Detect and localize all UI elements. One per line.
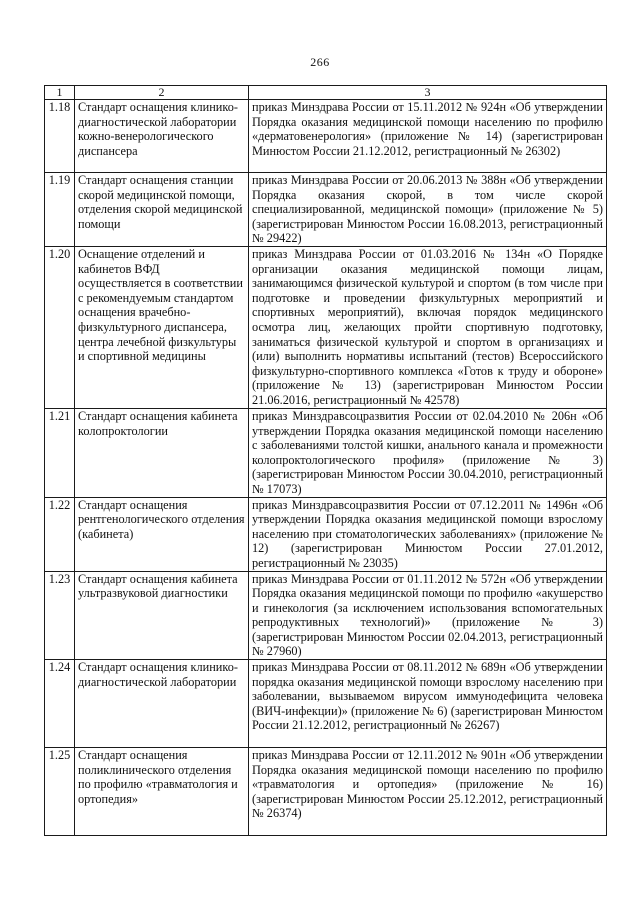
row-number: 1.19	[45, 173, 75, 247]
table-row	[45, 100, 607, 173]
order-reference: приказ Минздрава России от 12.11.2012 № 901н «Об утверждении Порядка оказания медицинской помощи населению по профилю «травматология и ортопедия» (приложение № 16) (зарегистрирован Минюстом России 25.12.2012, регистрационный № 26374)	[249, 748, 607, 836]
standard-name: Стандарт оснащения клинико-диагностической лаборатории	[75, 660, 249, 748]
row-number: 1.20	[45, 246, 75, 408]
table-row	[45, 571, 607, 660]
table-row	[45, 497, 607, 571]
table-row	[45, 246, 607, 408]
standard-name: Стандарт оснащения поликлинического отделения по профилю «травматология и ортопедия»	[75, 748, 249, 836]
standard-name: Стандарт оснащения кабинета колопроктологии	[75, 408, 249, 497]
order-reference: приказ Минздрава России от 01.11.2012 № 572н «Об утверждении Порядка оказания медицинской помощи по профилю «акушерство и гинекология (за исключением использования вспомогательных репродуктивных технологий)» (приложение № 3) (зарегистрирован Минюстом России 02.04.2013, регистрационный № 27960)	[249, 571, 607, 660]
table-row	[45, 748, 607, 836]
page-number: 266	[310, 55, 330, 69]
order-reference: приказ Минздрава России от 20.06.2013 № 388н «Об утверждении Порядка оказания скорой, в том числе скорой специализированной, медицинской помощи» (приложение № 5) (зарегистрирован Минюстом России 16.08.2013, регистрационный № 29422)	[249, 173, 607, 247]
standard-name: Стандарт оснащения клинико-диагностической лаборатории кожно-венерологического диспансера	[75, 100, 249, 173]
order-reference: приказ Минздрава России от 08.11.2012 № 689н «Об утверждении порядка оказания медицинской помощи взрослому населению при заболевании, вызываемом вирусом иммунодефицита человека (ВИЧ-инфекции)» (приложение № 6) (зарегистрирован Минюстом России 21.12.2012, регистрационный № 26267)	[249, 660, 607, 748]
column-header-standard: 2	[75, 86, 249, 100]
standard-name: Стандарт оснащения станции скорой медицинской помощи, отделения скорой медицинской помощи	[75, 173, 249, 247]
standard-name: Оснащение отделений и кабинетов ВФД осуществляется в соответствии с рекомендуемым стандартом оснащения врачебно-физкультурного диспансера, центра лечебной физкультуры и спортивной медицины	[75, 246, 249, 408]
order-reference: приказ Минздрава России от 15.11.2012 № 924н «Об утверждении Порядка оказания медицинской помощи населению по профилю «дерматовенерология» (приложение № 14) (зарегистрирован Минюстом России 21.12.2012, регистрационный № 26302)	[249, 100, 607, 173]
row-number: 1.18	[45, 100, 75, 173]
row-number: 1.21	[45, 408, 75, 497]
row-number: 1.23	[45, 571, 75, 660]
standard-name: Стандарт оснащения рентгенологического отделения (кабинета)	[75, 497, 249, 571]
standard-name: Стандарт оснащения кабинета ультразвуковой диагностики	[75, 571, 249, 660]
order-reference: приказ Минздрава России от 01.03.2016 № 134н «О Порядке организации оказания медицинской помощи лицам, занимающимся физической культурой и спортом (в том числе при подготовке и проведении физкультурных мероприятий и спортивных мероприятий), включая порядок медицинского осмотра лиц, желающих пройти спортивную подготовку, заниматься физической культурой и спортом в организациях и (или) выполнить нормативы испытаний (тестов) Всероссийского физкультурно-спортивного комплекса «Готов к труду и обороне» (приложение № 13) (зарегистрирован Минюстом России 21.06.2016, регистрационный № 42578)	[249, 246, 607, 408]
row-number: 1.25	[45, 748, 75, 836]
equipment-standards-table	[44, 85, 607, 836]
table-row	[45, 408, 607, 497]
row-number: 1.22	[45, 497, 75, 571]
table-row	[45, 660, 607, 748]
table-header-row	[45, 86, 607, 100]
row-number: 1.24	[45, 660, 75, 748]
order-reference: приказ Минздравсоцразвития России от 02.04.2010 № 206н «Об утверждении Порядка оказания медицинской помощи населению с заболеваниями толстой кишки, анального канала и промежности колопроктологического профиля» (приложение № 3) (зарегистрирован Минюстом России 30.04.2010, регистрационный № 17073)	[249, 408, 607, 497]
table-row	[45, 173, 607, 247]
column-header-number: 1	[45, 86, 75, 100]
order-reference: приказ Минздравсоцразвития России от 07.12.2011 № 1496н «Об утверждении Порядка оказания медицинской помощи взрослому населению при стоматологических заболеваниях» (приложение № 12) (зарегистрирован Минюстом России 27.01.2012, регистрационный № 23035)	[249, 497, 607, 571]
column-header-order: 3	[249, 86, 607, 100]
